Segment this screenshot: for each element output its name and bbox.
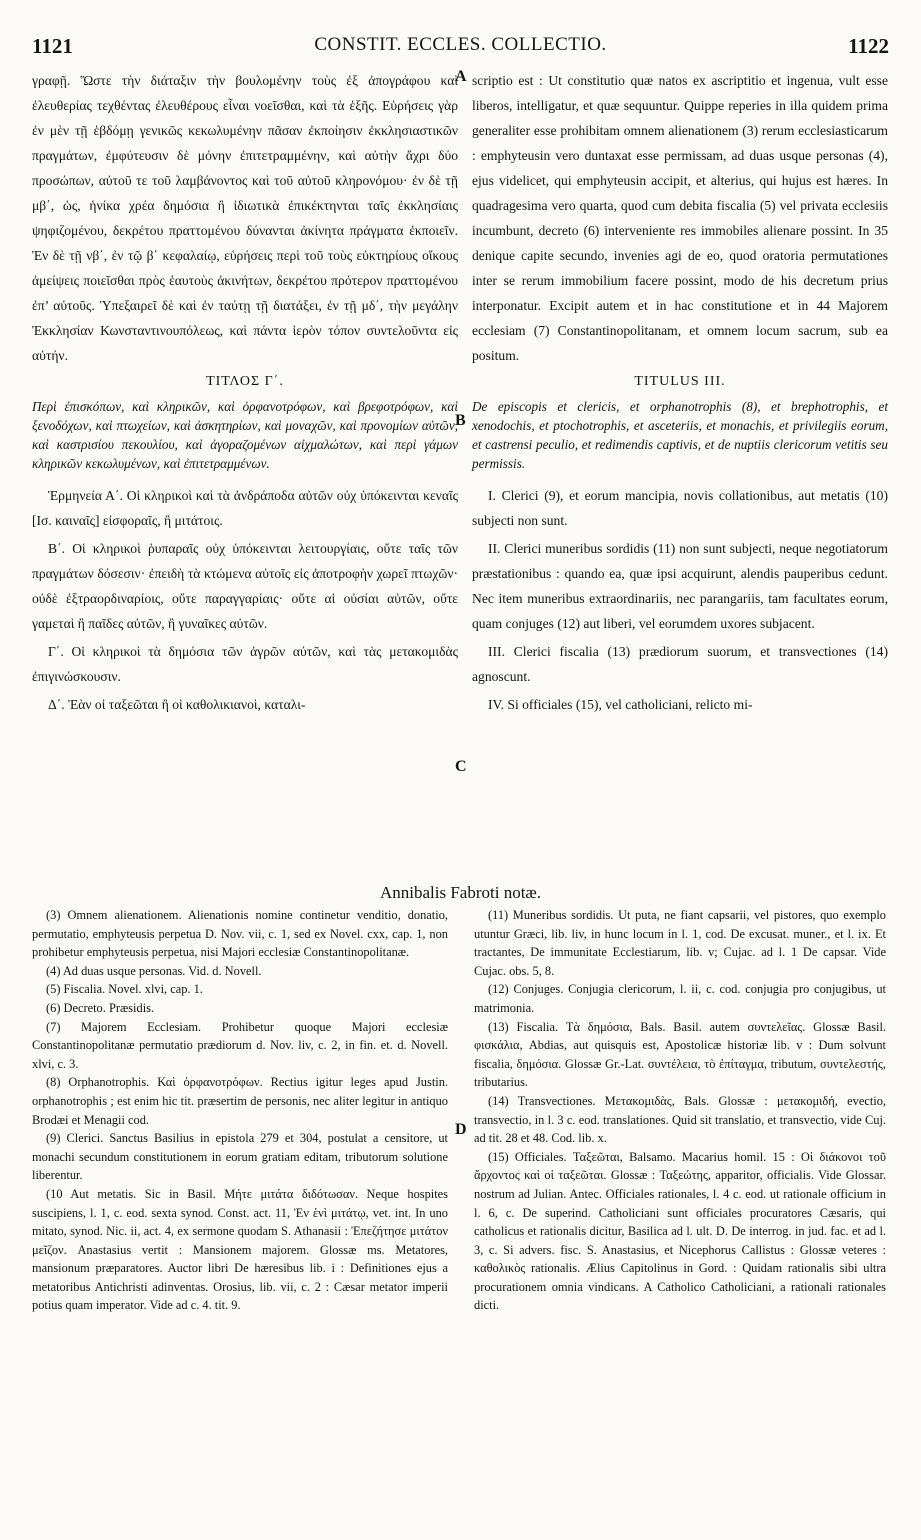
- greek-title-description: Περὶ ἐπισκόπων, καὶ κληρικῶν, καὶ ὀρφανοτρόφων, καὶ βρεφοτρόφων, καὶ ξενοδόχων, καὶ πτωχείων, καὶ ἀσκητηρίων, καὶ μοναχῶν, καὶ προνομίων αὐτῶν, καὶ καστρισίου πεκουλίου, καὶ ἀγοραζομένων αἰχμαλώτων, καὶ περὶ γάμων κληρικῶν κεκωλυμένων, καὶ ἐπιτετραμμένων.: [32, 399, 458, 471]
- note-9: (9) Clerici. Sanctus Basilius in epistola 279 et 304, postulat a censitore, ut monachi secundum constitutionem in eorum gratiam editam, tributorum solutione liberentur.: [32, 1131, 448, 1183]
- note-8: (8) Orphanotrophis. Καὶ ὀρφανοτρόφων. Rectius igitur leges apud Justin. orphanotrophis ; est enim hic tit. præsertim de personis, nec aliter legitur in antiquo Brodæi et Menagii cod.: [32, 1075, 448, 1127]
- running-title: CONSTIT. ECCLES. COLLECTIO.: [314, 34, 607, 55]
- margin-marker-a: A: [455, 68, 467, 85]
- notes-left-column: [32, 906, 448, 1315]
- latin-title-description: De episcopis et clericis, et orphanotrophis (8), et brephotrophis, et xenodochis, et ptochotrophis, et asceteriis, et monachis, et privilegiis eorum, et castrensi peculio, et redimendis captivis, et de nuptiis clericorum vetitis seu permissis.: [472, 399, 888, 471]
- note-6: (6) Decreto. Præsidis.: [46, 1000, 155, 1015]
- greek-paragraph-b: Β΄. Οἱ κληρικοὶ ῥυπαραῖς οὐχ ὑπόκεινται λειτουργίαις, οὔτε ταῖς τῶν πραγμάτων δόσεσιν· ἐπειδὴ τὰ κτώμενα αὐτοῖς εἰς ἀποτροφὴν χωρεῖ πτωχῶν· οὐδὲ ἐξτραορδιναρίοις, οὔτε παραγγαρίαις· οὔτε αἱ οὐσίαι αὐτῶν, οὔτε γαμεταὶ ἢ παῖδες αὐτῶν, ἢ γυναῖκες αὐτῶν.: [32, 541, 458, 631]
- latin-title-heading: TITULUS III.: [634, 374, 726, 389]
- latin-paragraph-4: IV. Si officiales (15), vel catholiciani, relicto mi-: [488, 697, 753, 712]
- note-14: (14) Transvectiones. Μετακομιδὰς, Bals. Glossæ : μετακομιδή, evectio, transvectio, in l. 3 c. eod. translationes. Quid sit translatio, et transvectio, vide Cuj. ad tit. 28 et 48. Cod. lib. x.: [474, 1093, 886, 1146]
- notes-right-column: [474, 906, 886, 1315]
- latin-paragraph-2: II. Clerici muneribus sordidis (11) non sunt subjecti, neque negotiatorum præstationibus : quando ea, quæ ipsi acquirunt, alendis pauperibus cedunt. Nec item muneribus extraordinariis, nec parangariis, tam facultates eorum, quam conjuges (12) aut liberi, vel eorumdem uxores subjacent.: [472, 541, 888, 631]
- note-11: (11) Muneribus sordidis. Ut puta, ne fiant capsarii, vel pistores, quo exemplo utuntur Græci, lib. liv, in hunc locum in l. 1, cod. De excusat. muner., et l. ix. Et tractantes, De immunitate Ecclestiarum, lib. v; Cujac. ad l. 1 De capsar. Vide Cujac. obs. 5, 8.: [474, 908, 886, 978]
- greek-column: [32, 68, 458, 720]
- margin-marker-c: C: [455, 758, 467, 775]
- latin-paragraph-3: III. Clerici fiscalia (13) prædiorum suorum, et transvectiones (14) agnoscunt.: [472, 644, 888, 684]
- notes-heading: Annibalis Fabroti notæ.: [379, 883, 542, 902]
- greek-paragraph-d: Δ΄. Ἐὰν οἱ ταξεῶται ἢ οἱ καθολικιανοὶ, καταλι-: [48, 697, 306, 712]
- greek-paragraph-intro: γραφῇ. Ὥστε τὴν διάταξιν τὴν βουλομένην τοὺς ἐξ ἀπογράφου καὶ ἐλευθερίας τεχθέντας ἐλευθέρους εἶναι νοεῖσθαι, καὶ τὰ ἑξῆς. Εὑρήσεις γὰρ ἐν μὲν τῇ ἑβδόμῃ γενικῶς κεκωλυμένην πᾶσαν ἐκποίησιν ἐκκλησιαστικῶν πραγμάτων, ἐμφύτευσιν δὲ μόνην ἐπιτετραμμένην, καὶ αὐτὴν ἄχρι δύο προσώπων, αὐτοῦ τε τοῦ λαμβάνοντος καὶ τοῦ αὐτοῦ κληρονόμου· ἐν δὲ τῇ μβ΄, ὡς, ἡνίκα χρέα δημόσια ἢ ἰδιωτικὰ ἐπικέκτηνται ταῖς ἐκκλησίαις ψηφιζομένου, δεκρέτου πραττομένου δύνανται ἀκίνητα πράγματα ἐκποιεῖν. Ἐν δὲ τῇ νβ΄, ἐν τῷ β΄ κεφαλαίῳ, εὑρήσεις περὶ τοῦ τοὺς εὐκτηρίους οἴκους ἀμείψεις ποιεῖσθαι πρὸς ἑαυτοὺς ἀκινήτων, δεκρέτου πρότερον πραττομένου ἐπ’ αὐτοῦς. Ὑπεξαιρεῖ δὲ καὶ ἐν ταύτῃ τῇ διατάξει, ἐν τῇ μδ΄, τὴν μεγάλην Ἐκκλησίαν Κωνσταντινουπόλεως, καὶ πάντα ἱερὸν τόπον συντελοῦντα εἰς αὐτήν.: [32, 73, 458, 363]
- note-10: (10 Aut metatis. Sic in Basil. Μήτε μιτάτα διδότωσαν. Neque hospites suscipiens, l. 1, c. eod. sexta synod. Const. act. 11, Ἐν ἑνὶ μιτάτῳ, vet. int. In uno mitato, synod. Nic. ii, act. 4, ex sermone quodam S. Athanasii : Ἐπεζήτησε μιτάτον μεῖζον. Anastasius vertit : Mansionem majorem. Glossæ ms. Metatores, mansionum præparatores. Auctor libri De hæresibus lib. i : Definitiones ejus a metatoribus Antichristi adinventas. Orosius, lib. vii, c. 2 : Cæsar metator imperii potius quam imperator. Vide ad c. 4. tit. 9.: [32, 1186, 448, 1313]
- note-4: (4) Ad duas usque personas. Vid. d. Novell.: [46, 963, 262, 978]
- note-12: (12) Conjuges. Conjugia clericorum, l. ii, c. cod. conjugia pro conjugibus, ut matrimonia.: [474, 982, 886, 1015]
- latin-paragraph-intro: scriptio est : Ut constitutio quæ natos ex ascriptitio et ingenua, vult esse liberos, intelligatur, et quæ sequuntur. Quippe reperies in illa quidem prima generaliter esse prohibitam omnem alienationem (3) rerum ecclesiasticarum : emphyteusin vero duntaxat esse permissam, ad duas usque personas (4), ejus videlicet, qui emphyteusin accipit, et alterius, qui hujus est hæres. In quadragesima vero quarta, quod cum debita fiscalia (5) vel privata ecclesiis incumbunt, decreto (6) interveniente res immobiles alienare possint. In 35 denique capite secundo, invenies agi de eo, quod oratoria permutationes inter se rerum immobilium facere possint, modo de his decretum prius interponatur. Excipit autem et in hac constitutione et in 44 Majorem ecclesiam (7) Constantinopolitanam, et omnem locum sacrum, sub ea positum.: [472, 73, 888, 363]
- note-5: (5) Fiscalia. Novel. xlvi, cap. 1.: [46, 982, 203, 997]
- note-15: (15) Officiales. Ταξεῶται, Balsamo. Macarius homil. 15 : Οἱ διάκονοι τοῦ ἄρχοντος καὶ οἱ ταξεῶται. Glossæ : Ταξεώτης, apparitor, officialis. Vide Glossar. nostrum ad Julian. Antec. Officiales rationales, l. 4 c. eod. ut rationale officium in l. 6, c. De superind. Catholiciani sunt officiales procuratores Cæsaris, qui catholicus et rationalis dicitur, Basilica ad l. ult. D. De interrog. in jud. fac. et ad l. 3, c. Si advers. fisc. S. Anastasius, et Nicephorus Callistus : Glossæ veteres : καθολικὸς rationalis. Ælius Capitolinus in Gord. : Quidam rationalis sibi ultra procurationem omnia vindicans. A Catholico Catholiciani, a rationali rationales dicti.: [474, 1149, 886, 1313]
- page-number-right: 1122: [848, 34, 889, 58]
- latin-paragraph-1: I. Clerici (9), et eorum mancipia, novis collationibus, aut metatis (10) subjecti non sunt.: [472, 488, 888, 528]
- note-13: (13) Fiscalia. Τὰ δημόσια, Bals. Basil. autem συντελεῖας. Glossæ Basil. φισκάλια, Abdias, aut quisquis est, Apostolicæ historiæ lib. v : Dum solvunt fiscalia, δημόσια. Glossæ Gr.-Lat. συντέλεια, τὸ ἐπίταγμα, tributum, συντελεστής, tributarius.: [474, 1019, 886, 1090]
- note-3: (3) Omnem alienationem. Alienationis nomine continetur venditio, donatio, permutatio, emphyteusis perpetua D. Nov. vii, c. 1, sed ex Novel. cxx, cap. 1, non prohibetur emphyteusis perpetua, nisi Majori ecclesiæ Constantinopolitanæ.: [32, 908, 448, 960]
- greek-paragraph-a: Ἑρμηνεία Α΄. Οἱ κληρικοὶ καὶ τὰ ἀνδράποδα αὐτῶν οὐχ ὑπόκεινται κεναῖς [Ισ. καιναῖς] εἰσφοραῖς, ἢ μιτάτοις.: [32, 488, 458, 528]
- latin-column: [472, 68, 888, 720]
- page-header: [32, 34, 889, 60]
- note-7: (7) Majorem Ecclesiam. Prohibetur quoque Majori ecclesiæ Constantinopolitanæ permutatio prædiorum d. Nov. liv, c. 2, in fin. et. d. Novell. xlvi, c. 3.: [32, 1019, 448, 1071]
- page-number-left: 1121: [32, 34, 73, 58]
- greek-paragraph-c: Γ΄. Οἱ κληρικοὶ τὰ δημόσια τῶν ἀγρῶν αὐτῶν, καὶ τὰς μετακομιδὰς ἐπιγινώσκουσιν.: [32, 644, 458, 684]
- margin-marker-d: D: [455, 1121, 467, 1138]
- margin-marker-b: B: [455, 412, 466, 429]
- greek-title-heading: ΤΙΤΛΟΣ Γ΄.: [206, 374, 284, 389]
